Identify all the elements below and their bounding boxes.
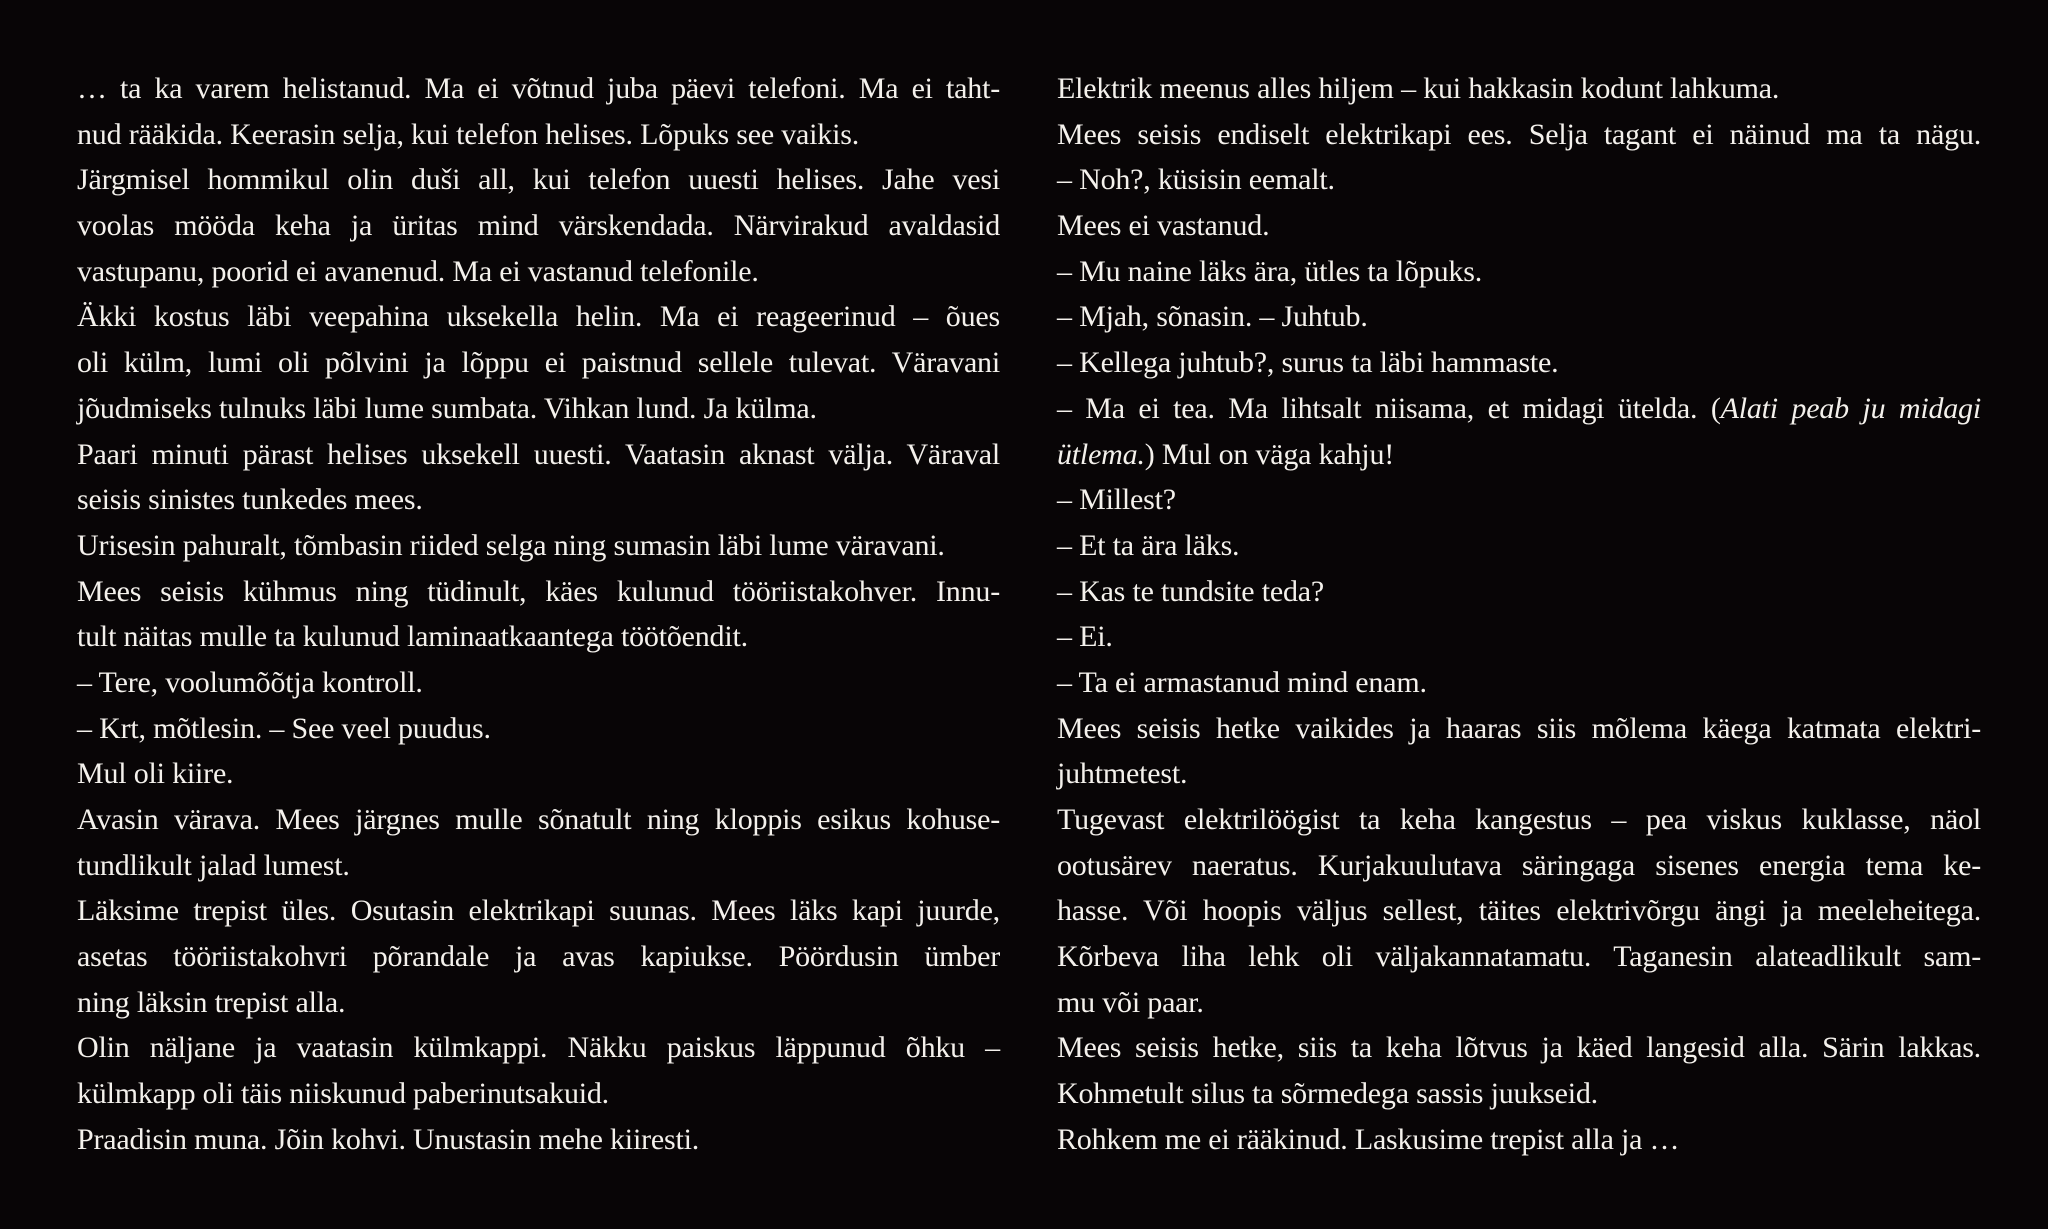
text-line [1057,157,1981,203]
text-line [1057,614,1981,660]
text-run: Äkki kostus läbi veepahina uksekella helin. Ma ei reageerinud – õues [77,300,1000,334]
text-run: Rohkem me ei rääkinud. Laskusime trepist alla ja … [1057,1122,1680,1156]
text-line [1057,751,1981,797]
text-run: – Et ta ära läks. [1057,528,1240,562]
text-line [77,66,1000,112]
text-run: tundlikult jalad lumest. [77,848,350,882]
text-run: Kohmetult silus ta sõrmedega sassis juukseid. [1057,1077,1598,1111]
text-line [1057,569,1981,615]
text-line [1057,294,1981,340]
text-run: – Tere, voolumõõtja kontroll. [77,665,423,699]
text-run: – Kas te tundsite teda? [1057,574,1324,608]
text-run: Olin näljane ja vaatasin külmkappi. Näkku paiskus läppunud õhku – [77,1031,1000,1065]
text-run: Elektrik meenus alles hiljem – kui hakkasin kodunt lahkuma. [1057,72,1780,105]
text-line [1057,66,1981,112]
text-line [1057,660,1981,706]
text-run: hasse. Või hoopis väljus sellest, täites elektrivõrgu ängi ja meeleheitega. [1057,894,1981,928]
text-run: Kõrbeva liha lehk oli väljakannatamatu. Taganesin alateadlikult sam- [1057,940,1981,974]
text-run: – Mjah, sõnasin. – Juhtub. [1057,300,1368,334]
text-line [77,980,1000,1026]
text-line [1057,843,1981,889]
text-run: ootusärev naeratus. Kurjakuulutava säringaga sisenes energia tema ke- [1057,848,1981,882]
text-line [77,614,1000,660]
text-run: asetas tööriistakohvri põrandale ja avas kapiukse. Pöördusin ümber [77,940,1000,974]
text-line [77,751,1000,797]
text-run: voolas mööda keha ja üritas mind värskendada. Närvirakud avaldasid [77,209,1000,243]
text-run: oli külm, lumi oli põlvini ja lõppu ei paistnud sellele tulevat. Väravani [77,346,1000,380]
text-line [1057,1025,1981,1071]
text-line [77,112,1000,158]
text-run: – Ta ei armastanud mind enam. [1057,665,1427,699]
text-line [1057,523,1981,569]
text-run: Paari minuti pärast helises uksekell uuesti. Vaatasin aknast välja. Väraval [77,437,1000,471]
text-run: Mees seisis kühmus ning tüdinult, käes kulunud tööriistakohver. Innu- [77,574,1000,608]
text-run: Mees seisis hetke, siis ta keha lõtvus ja käed langesid alla. Särin lakkas. [1057,1031,1981,1065]
text-line [77,706,1000,752]
text-line [77,1025,1000,1071]
text-line [1057,797,1981,843]
right-page-text [1057,66,1981,1163]
text-run: nud rääkida. Keerasin selja, kui telefon helises. Lõpuks see vaikis. [77,117,860,151]
text-line [77,157,1000,203]
text-run: külmkapp oli täis niiskunud paberinutsakuid. [77,1077,609,1111]
text-line [1057,249,1981,295]
text-line [77,477,1000,523]
text-run: – Kellega juhtub?, surus ta läbi hammaste. [1057,346,1559,380]
text-run: Urisesin pahuralt, tõmbasin riided selga ning sumasin läbi lume väravani. [77,528,945,562]
text-line [1057,888,1981,934]
text-line [1057,1117,1981,1163]
text-line [77,888,1000,934]
italic-run: Alati peab ju midagi [1720,391,1981,425]
text-run: jõudmiseks tulnuks läbi lume sumbata. Vihkan lund. Ja külma. [77,391,817,425]
text-run: – Mu naine läks ära, ütles ta lõpuks. [1057,254,1483,288]
text-line [1057,203,1981,249]
text-line [1057,706,1981,752]
text-line [77,340,1000,386]
text-run: – Ei. [1057,620,1113,654]
text-run: ) Mul on väga kahju! [1144,437,1395,471]
text-run: – Ma ei tea. Ma lihtsalt niisama, et midagi ütelda. ( [1057,391,1721,425]
text-line [77,203,1000,249]
text-line [77,523,1000,569]
text-line [1057,1071,1981,1117]
text-line [77,249,1000,295]
text-run: Järgmisel hommikul olin duši all, kui telefon uuesti helises. Jahe vesi [77,163,1000,197]
text-run: Mees seisis hetke vaikides ja haaras siis mõlema käega katmata elektri- [1057,711,1981,745]
text-line [77,294,1000,340]
text-line [77,660,1000,706]
text-line [1057,112,1981,158]
text-line [1057,477,1981,523]
text-run: mu või paar. [1057,985,1204,1019]
text-line [77,934,1000,980]
text-run: Mees ei vastanud. [1057,209,1270,243]
text-line [77,1117,1000,1163]
text-line [77,843,1000,889]
text-run: Läksime trepist üles. Osutasin elektrikapi suunas. Mees läks kapi juurde, [77,894,1000,928]
text-run: ning läksin trepist alla. [77,985,346,1019]
text-line [1057,386,1981,432]
text-line [77,1071,1000,1117]
left-page-text [77,66,1000,1163]
text-run: Mul oli kiire. [77,757,234,791]
text-line [77,797,1000,843]
text-run: vastupanu, poorid ei avanenud. Ma ei vastanud telefonile. [77,254,759,288]
text-run: Tugevast elektrilöögist ta keha kangestus – pea viskus kuklasse, näol [1057,803,1981,836]
text-run: – Millest? [1057,483,1176,517]
text-line [1057,934,1981,980]
text-run: juhtmetest. [1057,757,1188,791]
text-run: Mees seisis endiselt elektrikapi ees. Selja tagant ei näinud ma ta nägu. [1057,117,1981,151]
text-run: – Noh?, küsisin eemalt. [1057,163,1335,197]
text-run: Praadisin muna. Jõin kohvi. Unustasin mehe kiiresti. [77,1122,700,1156]
text-run: seisis sinistes tunkedes mees. [77,483,423,517]
text-run: tult näitas mulle ta kulunud laminaatkaantega töötõendit. [77,620,748,654]
italic-run: ütlema. [1057,437,1145,471]
text-line [1057,980,1981,1026]
text-run: – Krt, mõtlesin. – See veel puudus. [77,711,491,745]
text-run: … ta ka varem helistanud. Ma ei võtnud juba päevi telefoni. Ma ei taht- [77,72,1000,105]
text-line [1057,432,1981,478]
text-line [77,569,1000,615]
text-line [1057,340,1981,386]
text-line [77,386,1000,432]
text-line [77,432,1000,478]
text-run: Avasin värava. Mees järgnes mulle sõnatult ning kloppis esikus kohuse- [77,803,1000,836]
